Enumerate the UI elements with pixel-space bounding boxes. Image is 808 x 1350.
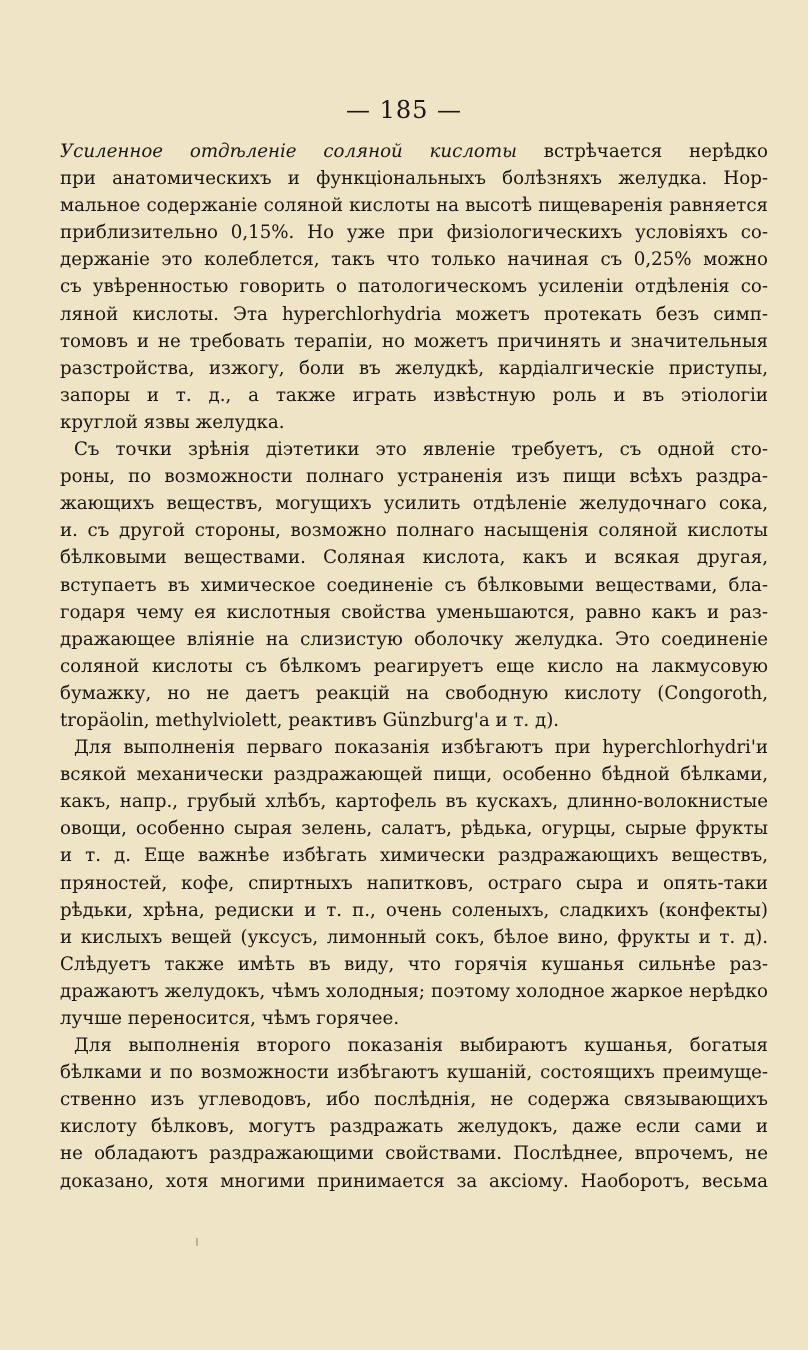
line-text: бумажку, но не даетъ реакцій на свободную кислоту (Congoroth, <box>60 682 768 704</box>
line-text: бѣлковыми веществами. Соляная кислота, какъ и всякая другая, <box>60 547 768 569</box>
text-line <box>60 544 768 571</box>
text-line <box>60 707 768 734</box>
line-text: годаря чему ея кислотныя свойства уменьшаются, равно какъ и раз- <box>60 601 768 623</box>
text-line <box>60 1005 768 1032</box>
text-line <box>60 1168 768 1195</box>
line-text: не обладаютъ раздражающими свойствами. Послѣднее, впрочемъ, не <box>60 1143 768 1165</box>
line-text: tropäolin, methylviolett, реактивъ Günzburg'a и т. д). <box>60 709 560 731</box>
line-text: приблизительно 0,15%. Но уже при физіологическихъ условіяхъ со- <box>60 222 768 244</box>
text-line <box>60 761 768 788</box>
line-text: встрѣчается нерѣдко <box>516 141 768 162</box>
text-line <box>60 246 768 273</box>
line-text: запоры и т. д., а также играть извѣстную роль и въ этіологіи <box>60 384 768 406</box>
text-line <box>60 165 768 192</box>
text-line <box>60 924 768 951</box>
text-line <box>60 599 768 626</box>
text-line <box>60 1059 768 1086</box>
line-text: мальное содержаніе соляной кислоты на высотѣ пищеваренія равняется <box>60 195 768 217</box>
text-line <box>60 870 768 897</box>
text-line <box>60 138 768 165</box>
text-line <box>60 572 768 599</box>
text-line <box>60 1032 768 1059</box>
text-line <box>60 897 768 924</box>
text-line <box>60 382 768 409</box>
line-text: и т. д. Еще важнѣе избѣгать химически раздражающихъ веществъ, <box>60 845 768 867</box>
line-text: круглой язвы желудка. <box>60 411 285 433</box>
line-text: разстройства, изжогу, боли въ желудкѣ, кардіалгическіе приступы, <box>60 357 768 379</box>
text-line <box>60 842 768 869</box>
line-text: дражаютъ желудокъ, чѣмъ холодныя; поэтому холодное жаркое нерѣдко <box>60 980 768 1002</box>
text-line <box>60 788 768 815</box>
line-text: Съ точки зрѣнія діэтетики это явленіе требуетъ, съ одной сто- <box>74 439 768 461</box>
line-text: соляной кислоты съ бѣлкомъ реагируетъ еще кисло на лакмусовую <box>60 655 768 677</box>
text-line <box>60 978 768 1005</box>
text-line <box>60 409 768 436</box>
text-line <box>60 273 768 300</box>
line-text: всякой механически раздражающей пищи, особенно бѣдной бѣлками, <box>60 764 768 786</box>
paper-speck <box>196 1238 198 1246</box>
page-number: — 185 — <box>345 96 463 124</box>
line-text: и. съ другой стороны, возможно полнаго насыщенія соляной кислоты <box>60 520 768 542</box>
text-line <box>60 219 768 246</box>
line-text: дражающее вліяніе на слизистую оболочку желудка. Это соединеніе <box>60 628 768 650</box>
line-text: жающихъ веществъ, могущихъ усилить отдѣленіе желудочнаго сока, <box>60 493 768 515</box>
text-line <box>60 680 768 707</box>
text-line <box>60 490 768 517</box>
text-line <box>60 734 768 761</box>
line-text: при анатомическихъ и функціональныхъ болѣзняхъ желудка. Нор- <box>60 168 768 190</box>
text-line <box>60 517 768 544</box>
line-text: Для выполненія перваго показанія избѣгаютъ при hyperchlorhydri'и <box>74 737 768 759</box>
line-text: кислоту бѣлковъ, могутъ раздражать желудокъ, даже если сами и <box>60 1116 768 1138</box>
line-text: держаніе это колеблется, такъ что только начиная съ 0,25% можно <box>60 249 768 271</box>
line-text: Для выполненія второго показанія выбираютъ кушанья, богатыя <box>74 1035 768 1057</box>
text-line <box>60 355 768 382</box>
line-text: доказано, хотя многими принимается за аксіому. Наоборотъ, весьма <box>60 1170 768 1192</box>
body-text <box>60 138 768 1195</box>
text-line <box>60 653 768 680</box>
text-line <box>60 192 768 219</box>
line-text: овощи, особенно сырая зелень, салатъ, рѣдька, огурцы, сырые фрукты <box>60 818 768 840</box>
text-line <box>60 951 768 978</box>
text-line <box>60 1086 768 1113</box>
text-line <box>60 1113 768 1140</box>
line-text: роны, по возможности полнаго устраненія изъ пищи всѣхъ раздра- <box>60 466 768 488</box>
line-text: вступаетъ въ химическое соединеніе съ бѣлковыми веществами, бла- <box>60 574 768 596</box>
emphasized-heading: Усиленное отдѣленіе соляной кислоты <box>60 141 517 162</box>
line-text: какъ, напр., грубый хлѣбъ, картофель въ кускахъ, длинно-волокнистые <box>60 791 768 813</box>
text-line <box>60 626 768 653</box>
line-text: ляной кислоты. Эта hyperchlorhydria можетъ протекать безъ симп- <box>60 303 768 325</box>
text-line <box>60 1140 768 1167</box>
line-text: пряностей, кофе, спиртныхъ напитковъ, остраго сыра и опять-таки <box>60 872 768 894</box>
text-line <box>60 815 768 842</box>
text-line <box>60 463 768 490</box>
line-text: томовъ и не требовать терапіи, но можетъ причинять и значительныя <box>60 330 768 352</box>
line-text: лучше переносится, чѣмъ горячее. <box>60 1008 400 1029</box>
line-text: и кислыхъ вещей (уксусъ, лимонный сокъ, бѣлое вино, фрукты и т. д). <box>60 926 768 948</box>
text-line <box>60 436 768 463</box>
line-text: бѣлками и по возможности избѣгаютъ кушаній, состоящихъ преимуще- <box>60 1062 768 1084</box>
text-line <box>60 328 768 355</box>
line-text: Слѣдуетъ также имѣть въ виду, что горячія кушанья сильнѣе раз- <box>60 953 768 975</box>
line-text: рѣдьки, хрѣна, редиски и т. п., очень соленыхъ, сладкихъ (конфекты) <box>60 899 768 921</box>
text-line <box>60 301 768 328</box>
line-text: ственно изъ углеводовъ, ибо послѣднія, не содержа связывающихъ <box>60 1089 768 1111</box>
line-text: съ увѣренностью говорить о патологическомъ усиленіи отдѣленія со- <box>60 276 768 298</box>
